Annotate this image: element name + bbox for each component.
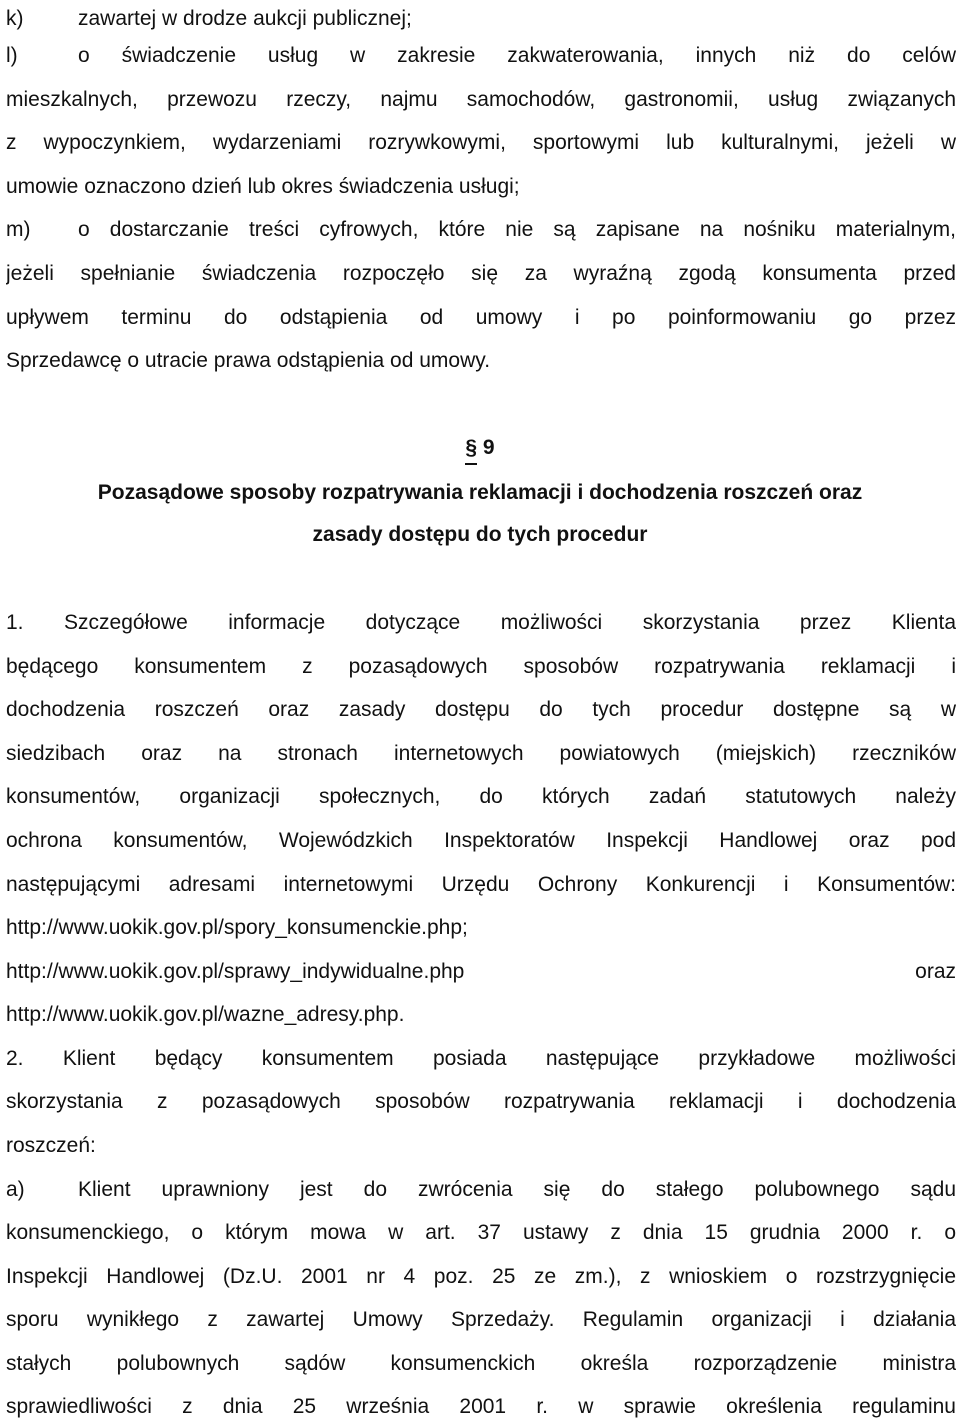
text-line: upływem terminu do odstąpienia od umowy i po poinformowaniu go przez xyxy=(6,306,956,329)
text-line: siedzibach oraz na stronach internetowych powiatowych (miejskich) rzeczników xyxy=(6,742,956,765)
list-item-k xyxy=(6,6,956,32)
list-text: o świadczenie usług w zakresie zakwaterowania, innych niż do celów xyxy=(78,44,956,67)
url-tail: oraz xyxy=(915,960,956,983)
text-line: Sprzedawcę o utracie prawa odstąpienia od umowy. xyxy=(6,349,491,372)
text-line: skorzystania z pozasądowych sposobów rozpatrywania reklamacji i dochodzenia xyxy=(6,1090,956,1113)
section-number-value: 9 xyxy=(482,436,495,459)
list-label: k) xyxy=(6,7,24,30)
text-line: roszczeń: xyxy=(6,1134,96,1157)
url-line: http://www.uokik.gov.pl/spory_konsumenckie.php; xyxy=(6,916,468,939)
list-label: m) xyxy=(6,218,31,241)
section-number xyxy=(0,435,960,461)
list-label: l) xyxy=(6,44,18,67)
text-line: Inspekcji Handlowej (Dz.U. 2001 nr 4 poz. 25 ze zm.), z wnioskiem o rozstrzygnięcie xyxy=(6,1265,956,1288)
text-line: umowie oznaczono dzień lub okres świadczenia usługi; xyxy=(6,175,520,198)
text-line: konsumenckiego, o którym mowa w art. 37 ustawy z dnia 15 grudnia 2000 r. o xyxy=(6,1221,956,1244)
text-line: jeżeli spełnianie świadczenia rozpoczęło się za wyraźną zgodą konsumenta przed xyxy=(6,262,956,285)
url-line: http://www.uokik.gov.pl/wazne_adresy.php. xyxy=(6,1003,405,1026)
url-text: http://www.uokik.gov.pl/sprawy_indywidualne.php xyxy=(6,960,465,983)
list-label: a) xyxy=(6,1178,25,1201)
text-line: mieszkalnych, przewozu rzeczy, najmu samochodów, gastronomii, usług związanych xyxy=(6,88,956,111)
list-item-l xyxy=(6,43,956,69)
url-line xyxy=(6,959,956,985)
text-line: ochrona konsumentów, Wojewódzkich Inspektoratów Inspekcji Handlowej oraz pod xyxy=(6,829,956,852)
section-title-line1: Pozasądowe sposoby rozpatrywania reklamacji i dochodzenia roszczeń oraz xyxy=(97,481,863,504)
section-symbol: § xyxy=(465,436,478,459)
text-line: następującymi adresami internetowymi Urzędu Ochrony Konkurencji i Konsumentów: xyxy=(6,873,956,896)
text-line: sprawiedliwości z dnia 25 września 2001 r. w sprawie określenia regulaminu xyxy=(6,1395,956,1418)
text-line: sporu wynikłego z zawartej Umowy Sprzedaży. Regulamin organizacji i działania xyxy=(6,1308,956,1331)
list-text: o dostarczanie treści cyfrowych, które nie są zapisane na nośniku materialnym, xyxy=(78,218,956,241)
list-text: Klient uprawniony jest do zwrócenia się do stałego polubownego sądu xyxy=(78,1178,956,1201)
text-line: 1. Szczegółowe informacje dotyczące możliwości skorzystania przez Klienta xyxy=(6,611,956,634)
text-line: stałych polubownych sądów konsumenckich określa rozporządzenie ministra xyxy=(6,1352,956,1375)
text-line: będącego konsumentem z pozasądowych sposobów rozpatrywania reklamacji i xyxy=(6,655,956,678)
list-text: zawartej w drodze aukcji publicznej; xyxy=(78,7,412,30)
list-item-a xyxy=(6,1177,956,1203)
section-title-line2: zasady dostępu do tych procedur xyxy=(312,523,648,546)
list-item-m xyxy=(6,217,956,243)
text-line: z wypoczynkiem, wydarzeniami rozrywkowymi, sportowymi lub kulturalnymi, jeżeli w xyxy=(6,131,956,154)
text-line: dochodzenia roszczeń oraz zasady dostępu do tych procedur dostępne są w xyxy=(6,698,956,721)
text-line: konsumentów, organizacji społecznych, do których zadań statutowych należy xyxy=(6,785,956,808)
text-line: 2. Klient będący konsumentem posiada następujące przykładowe możliwości xyxy=(6,1047,956,1070)
